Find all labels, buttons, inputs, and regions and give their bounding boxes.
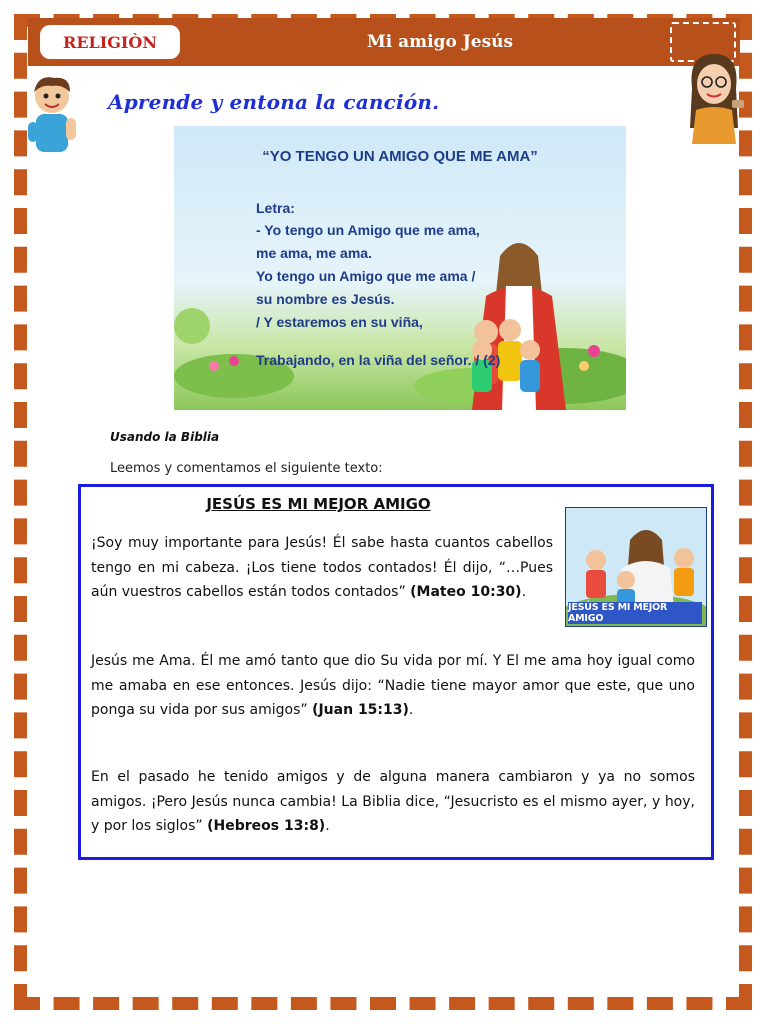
instruction-heading: Aprende y entona la canción. [108, 90, 440, 114]
bible-reference: (Mateo 10:30) [410, 584, 522, 600]
song-card [174, 126, 626, 410]
page-title: Mi amigo Jesús [366, 32, 514, 52]
reading-box [78, 484, 714, 860]
period: . [521, 584, 527, 600]
song-line: - Yo tengo un Amigo que me ama, [256, 222, 480, 238]
boy-illustration [22, 74, 80, 162]
paragraph-3 [91, 765, 695, 839]
song-line: me ama, me ama. [256, 245, 372, 261]
paragraph-text: ¡Soy muy importante para Jesús! Él sabe hasta cuantos cabellos tengo en mi cabeza. ¡Los tiene todos contados! Él dijo, “…Pues aún vuestros cabellos están todos contados” [91, 535, 553, 600]
teacher-illustration [682, 48, 746, 144]
bible-reference: (Juan 15:13) [312, 702, 409, 718]
song-line: Letra: [256, 200, 295, 216]
paragraph-text: Jesús me Ama. Él me amó tanto que dio Su vida por mí. Y El me ama hoy igual como me amaba en ese entonces. Jesús dijo: “Nadie tiene mayor amor que este, que uno ponga su vida por sus amigos” [91, 653, 695, 718]
song-line: Yo tengo un Amigo que me ama / [256, 268, 476, 284]
image-caption: JESÚS ES MI MEJOR AMIGO [568, 602, 702, 624]
jesus-children-image [565, 507, 707, 627]
song-line: / Y estaremos en su viña, [256, 314, 423, 330]
intro-text: Leemos y comentamos el siguiente texto: [110, 461, 383, 476]
paragraph-2 [91, 649, 695, 723]
section-label: Usando la Biblia [110, 430, 220, 444]
song-line: su nombre es Jesús. [256, 291, 395, 307]
paragraph-1 [91, 531, 553, 605]
paragraph-text: En el pasado he tenido amigos y de alguna manera cambiaron y ya no somos amigos. ¡Pero Jesús nunca cambia! La Biblia dice, “Jesucristo es el mismo ayer, y hoy, y por los siglos” [91, 769, 695, 834]
period: . [325, 818, 330, 834]
subject-label: RELIGIÒN [40, 25, 180, 59]
bible-reference: (Hebreos 13:8) [207, 818, 326, 834]
reading-title: JESÚS ES MI MEJOR AMIGO [206, 495, 431, 513]
song-line: Trabajando, en la viña del señor. / (2) [256, 352, 501, 368]
song-title: “YO TENGO UN AMIGO QUE ME AMA” [262, 148, 538, 165]
period: . [408, 702, 414, 718]
